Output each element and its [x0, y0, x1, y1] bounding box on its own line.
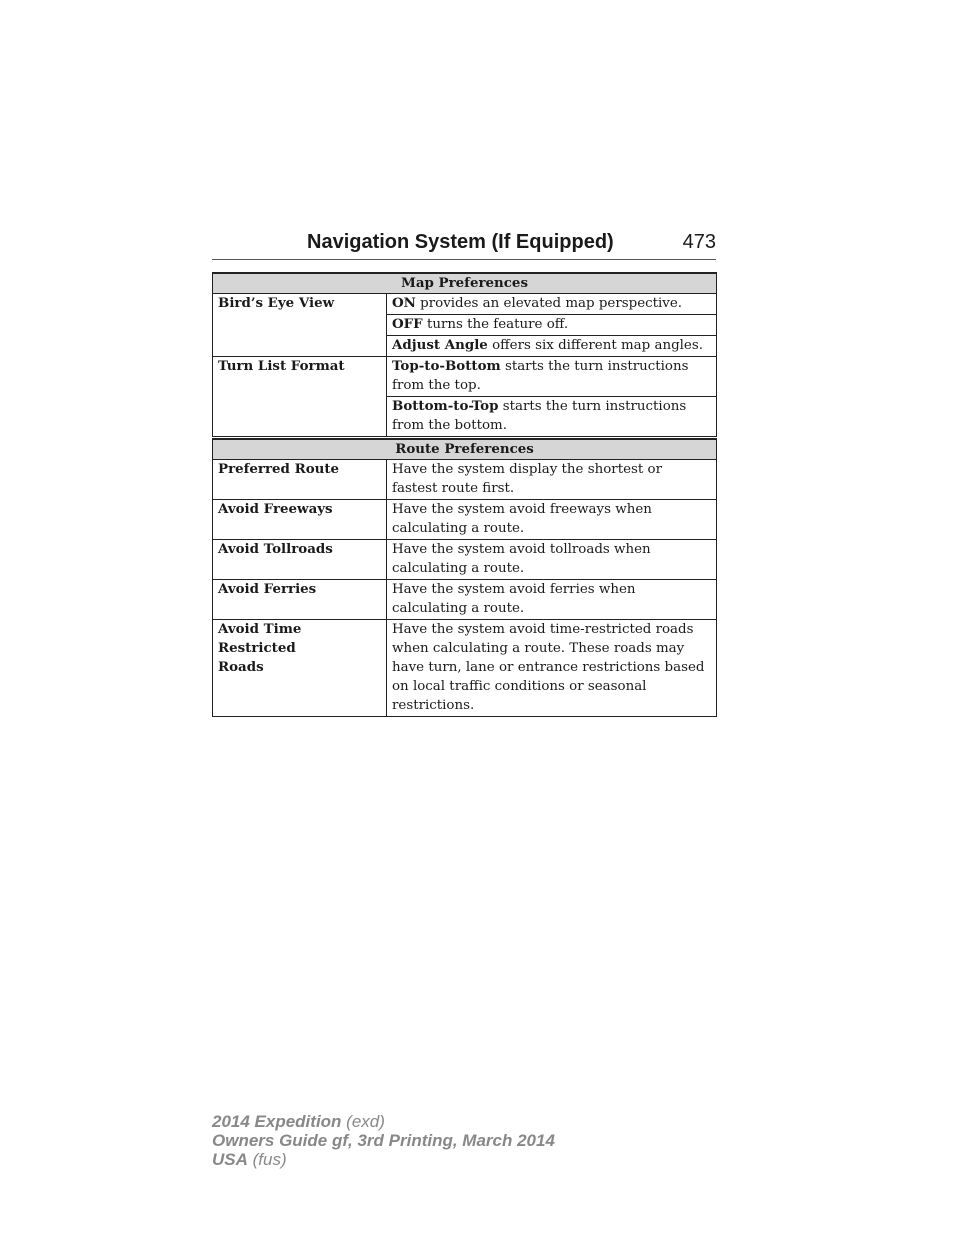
footer-guide: Owners Guide gf, 3rd Printing, March 2014 — [212, 1131, 555, 1150]
map-preferences-table — [212, 272, 717, 437]
row-label: Avoid Tollroads — [213, 540, 387, 580]
footer-region: USA — [212, 1150, 248, 1169]
footer-model-code: (exd) — [341, 1112, 385, 1131]
row-label: Avoid Ferries — [213, 580, 387, 620]
row-description: Have the system avoid time-restricted roads when calculating a route. These roads may have turn, lane or entrance restrictions based on local traffic conditions or seasonal restrictions. — [387, 620, 717, 717]
table-row — [213, 500, 717, 540]
route-preferences-heading: Route Preferences — [213, 439, 717, 460]
row-label: Avoid Freeways — [213, 500, 387, 540]
row-label: Bird’s Eye View — [213, 294, 387, 357]
option-cell — [387, 357, 717, 397]
table-row — [213, 540, 717, 580]
footer-model: 2014 Expedition — [212, 1112, 342, 1131]
table-row — [213, 620, 717, 717]
row-description: Have the system avoid ferries when calculating a route. — [387, 580, 717, 620]
row-label: Avoid Time Restricted Roads — [213, 620, 387, 717]
table-row — [213, 357, 717, 397]
option-cell — [387, 315, 717, 336]
page-footer — [212, 1112, 555, 1169]
option-term: Adjust Angle — [392, 337, 488, 353]
page-number: 473 — [682, 231, 716, 253]
table-row — [213, 580, 717, 620]
page-header — [212, 229, 716, 260]
option-text: starts the turn instructions from the top. — [392, 359, 689, 393]
option-text: offers six different map angles. — [487, 338, 703, 353]
page-title: Navigation System (If Equipped) — [307, 231, 614, 253]
option-term: Bottom-to-Top — [392, 398, 499, 414]
row-description: Have the system display the shortest or fastest route first. — [387, 460, 717, 500]
option-term: Top-to-Bottom — [392, 358, 501, 374]
footer-region-code: (fus) — [247, 1150, 287, 1169]
row-label: Preferred Route — [213, 460, 387, 500]
table-row — [213, 294, 717, 315]
option-text: starts the turn instructions from the bottom. — [392, 399, 687, 433]
table-row — [213, 460, 717, 500]
option-cell — [387, 397, 717, 437]
option-cell — [387, 294, 717, 315]
row-label: Turn List Format — [213, 357, 387, 437]
row-description: Have the system avoid tollroads when calculating a route. — [387, 540, 717, 580]
row-description: Have the system avoid freeways when calculating a route. — [387, 500, 717, 540]
map-preferences-heading: Map Preferences — [213, 273, 717, 294]
option-text: turns the feature off. — [422, 317, 569, 332]
option-cell — [387, 336, 717, 357]
option-term: ON — [392, 295, 416, 311]
route-preferences-table — [212, 438, 717, 717]
option-text: provides an elevated map perspective. — [415, 296, 683, 311]
option-term: OFF — [392, 316, 423, 332]
